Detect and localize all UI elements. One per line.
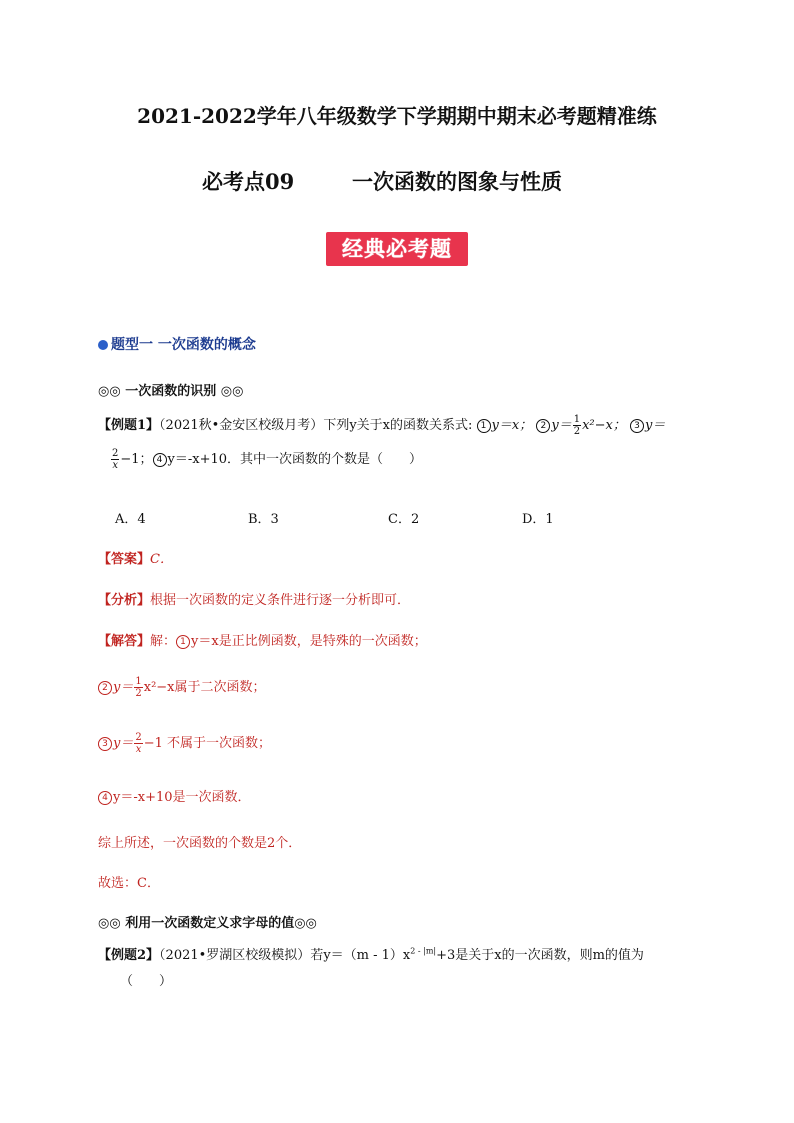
option-b: B．3 [248,512,279,527]
option-c: C．2 [388,512,420,527]
example1-line2: $\frac{2}{x}$ −1； 4 y＝-x+10．其中一次函数的个数是（ ） [112,448,423,471]
option-d: D．1 [522,512,554,527]
subheading-identify: ◎◎ 一次函数的识别 ◎◎ [98,384,244,399]
fraction-half: $\frac{1}{2}$ [573,414,581,437]
subheading-letter-value: ◎◎ 利用一次函数定义求字母的值◎◎ [98,916,317,931]
bullet-dot-icon [98,340,108,350]
topic-label: 一次函数的图象与性质 [352,169,562,194]
example2-line1: 【例题2】（2021•罗湖区校级模拟）若$y=(m - 1)x^{2 - |m|}+3$是关于x的一次函数，则m的值为 [98,946,644,963]
solution-summary: 综上所述，一次函数的个数是2个． [98,836,302,851]
analysis-line: 【分析】根据一次函数的定义条件进行逐一分析即可． [98,593,411,608]
point-label: 必考点09 [202,169,295,194]
example2-blank: （ ） [120,974,173,989]
solution-line2: 2 y＝ $\frac{1}{2}$ x²−x属于二次函数； [98,676,266,699]
solution-line1: 【解答】解： 1 y＝x是正比例函数，是特殊的一次函数； [98,634,427,649]
option-a: A．4 [115,512,146,527]
document-title: 2021-2022学年八年级数学下学期期中期末必考题精准练 [137,104,657,128]
example1-line1: 【例题1】（2021秋•金安区校级月考）下列y关于x的函数关系式: 1 y＝x； 2 y＝ $\frac{1}{2}$ x²−x； 3 y＝ [98,414,666,437]
classic-badge: 经典必考题 [326,232,468,266]
section-heading: 题型一 一次函数的概念 [98,334,256,354]
answer-line: 【答案】C． [98,552,173,567]
fraction-2-over-x: $\frac{2}{x}$ [112,448,119,471]
solution-line3: 3 y＝ $\frac{2}{x}$ −1 不属于一次函数； [98,732,271,755]
solution-choose: 故选：C． [98,876,160,891]
solution-line4: 4 y＝-x+10是一次函数． [98,786,251,805]
